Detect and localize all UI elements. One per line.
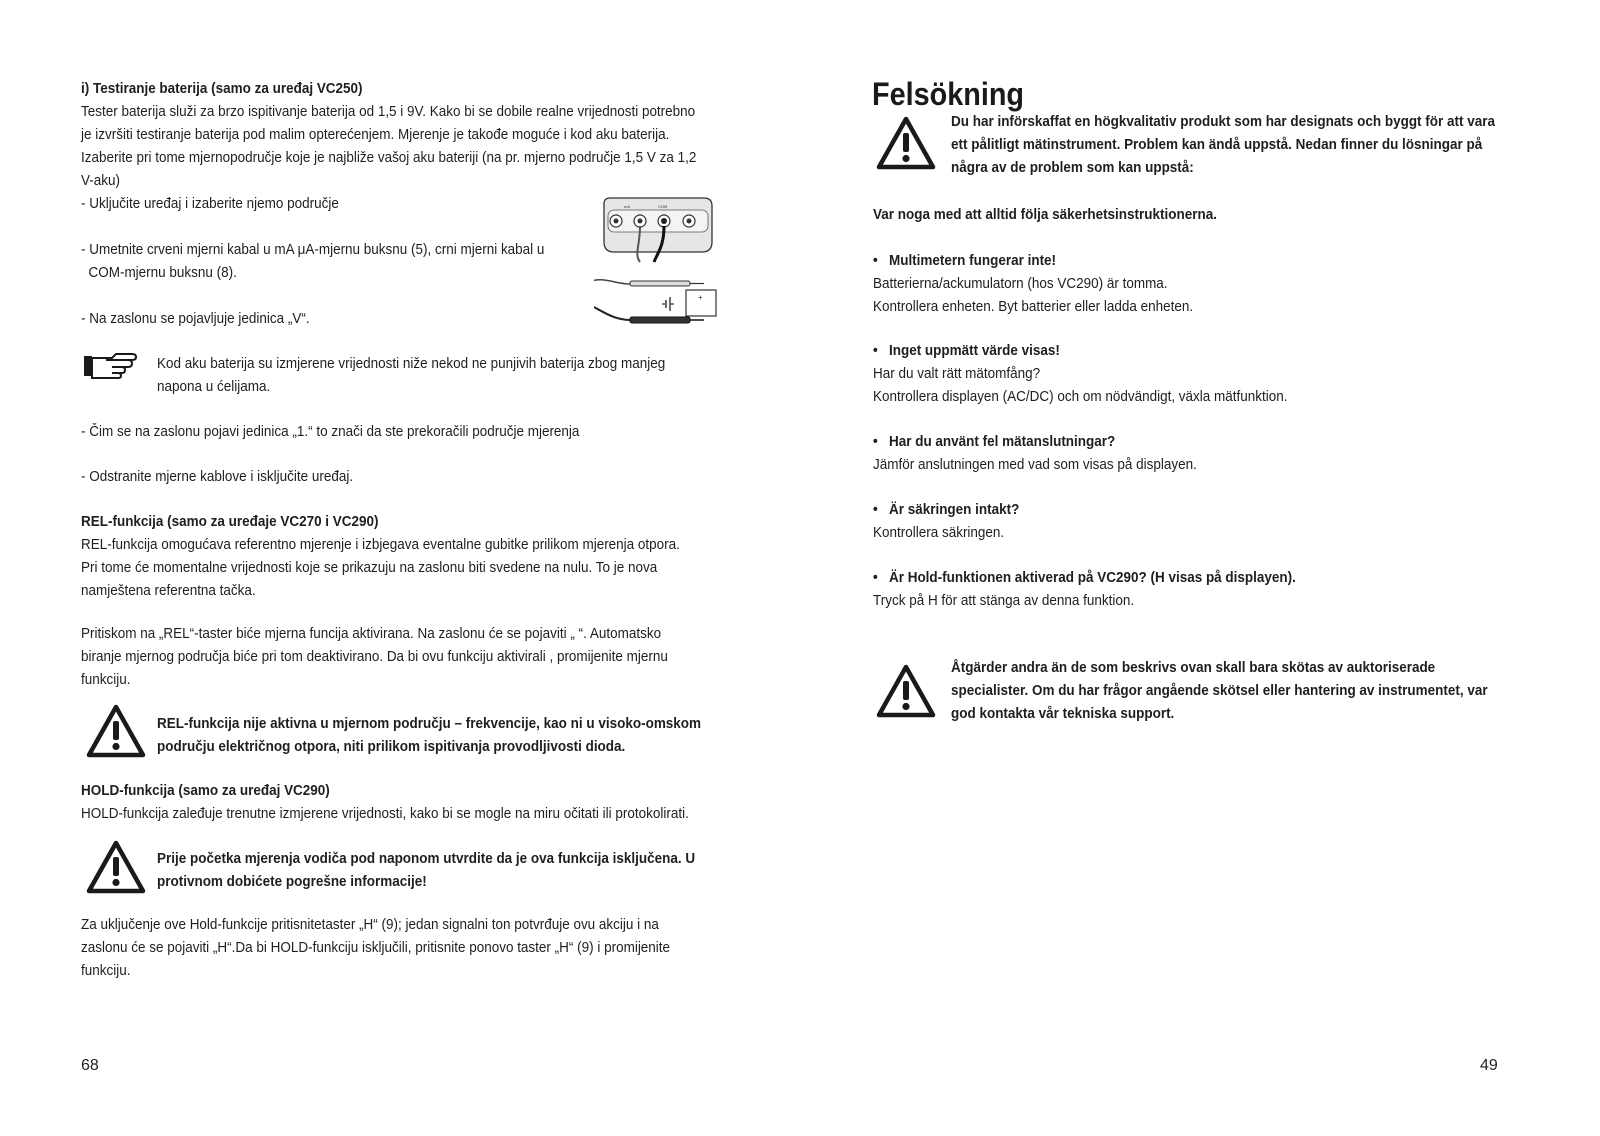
item-heading: • Har du använt fel mätanslutningar? [873, 434, 1116, 450]
hold-section [81, 780, 689, 826]
paragraph-line: några av de problem som kan uppstå: [951, 160, 1194, 176]
bullet: • [873, 253, 878, 269]
paragraph-line: Tester baterija služi za brzo ispitivanje baterija od 1,5 i 9V. Kako bi se dobile realne vrijednosti potrebno [81, 104, 696, 120]
paragraph-line: Prije početka mjerenja vodiča pod naponom utvrdite da je ova funkcija isključena. U [157, 851, 696, 867]
paragraph-line: funkciju. [81, 672, 131, 688]
rel-section [81, 511, 680, 603]
section-heading: HOLD-funkcija (samo za uređaj VC290) [81, 783, 330, 799]
item-heading: • Är säkringen intakt? [873, 502, 1020, 518]
paragraph-line: biranje mjernog područja biće pri tom deaktivirano. Da bi ovu funkciju aktivirali , promijenite mjernu [81, 649, 668, 665]
troubleshoot-item [873, 499, 1019, 545]
paragraph-line: protivnom dobićete pogrešne informacije! [157, 874, 427, 890]
step-item-2 [81, 239, 544, 285]
item-heading: • Multimetern fungerar inte! [873, 253, 1057, 269]
bullet: • [873, 502, 878, 518]
paragraph-line: REL-funkcija nije aktivna u mjernom području – frekvencije, kao ni u visoko-omskom [157, 716, 702, 732]
paragraph-line: Pri tome će momentalne vrijednosti koje se prikazuju na zaslonu biti svedene na nulu. To je nova [81, 560, 658, 576]
paragraph-line: Kod aku baterija su izmjerene vrijednosti niže nekod ne punjivih baterija zbog manjeg [157, 356, 666, 372]
intro-text [951, 111, 1495, 180]
step-item: - Uključite uređaj i izaberite njemo područje [81, 196, 339, 212]
page-number: 49 [1480, 1057, 1498, 1074]
troubleshoot-item [873, 340, 1288, 409]
svg-text:+: + [698, 293, 703, 302]
hold-paragraph [81, 914, 670, 983]
multimeter-probes-illustration [594, 196, 734, 336]
paragraph-line: ett pålitligt mätinstrument. Problem kan ändå uppstå. Nedan finner du lösningar på [951, 137, 1483, 153]
final-warning-text [951, 657, 1488, 726]
section-heading: REL-funkcija (samo za uređaje VC270 i VC290) [81, 514, 379, 530]
step-item-4: - Čim se na zaslonu pojavi jedinica „1.“ to znači da ste prekoračili područje mjerenja [81, 424, 580, 440]
bullet: • [873, 570, 878, 586]
paragraph-line: Kontrollera displayen (AC/DC) och om nödvändigt, växla mätfunktion. [873, 389, 1288, 405]
paragraph-line: Tryck på H för att stänga av denna funktion. [873, 593, 1135, 609]
rel-paragraph-2 [81, 623, 668, 692]
paragraph-line: COM-mjernu buksnu (8). [81, 265, 237, 281]
bullet: • [873, 343, 878, 359]
svg-text:COM: COM [658, 204, 668, 209]
paragraph-line: Har du valt rätt mätomfång? [873, 366, 1041, 382]
troubleshoot-item [873, 250, 1193, 319]
page-title: Felsökning [872, 76, 1025, 112]
warning-triangle-icon [876, 116, 936, 170]
warning-triangle-icon [86, 704, 146, 758]
paragraph-line: Åtgärder andra än de som beskrivs ovan skall bara skötas av auktoriserade [951, 660, 1436, 676]
rel-warning-text [157, 713, 701, 759]
paragraph-line: REL-funkcija omogućava referentno mjerenje i izbjegava eventalne gubitke prilikom mjerenja otpora. [81, 537, 680, 553]
note-text [157, 353, 665, 399]
pointing-hand-icon [82, 350, 142, 382]
paragraph-line: Za uključenje ove Hold-funkcije pritisnitetaster „H“ (9); jedan signalni ton potvrđuje ovu akciju i na [81, 917, 659, 933]
safety-note: Var noga med att alltid följa säkerhetsinstruktionerna. [873, 207, 1217, 223]
paragraph-line: zaslonu će se pojaviti „H“.Da bi HOLD-funkciju isključili, pritisnite ponovo taster „H“ (9) i promijenite [81, 940, 671, 956]
bullet: • [873, 434, 878, 450]
paragraph-line: V-aku) [81, 173, 120, 189]
paragraph-line: namještena referentna tačka. [81, 583, 256, 599]
paragraph-line: funkciju. [81, 963, 131, 979]
warning-triangle-icon [876, 664, 936, 718]
paragraph-line: specialister. Om du har frågor angående skötsel eller hantering av instrumentet, var [951, 683, 1488, 699]
paragraph-line: Kontrollera säkringen. [873, 525, 1005, 541]
hold-warning-text [157, 848, 695, 894]
item-heading: • Är Hold-funktionen aktiverad på VC290? (H visas på displayen). [873, 570, 1296, 586]
paragraph-line: je izvršiti testiranje baterija pod malim opterećenjem. Mjerenje je takođe moguće i kod aku baterija. [81, 127, 670, 143]
step-item-5: - Odstranite mjerne kablove i isključite uređaj. [81, 469, 354, 485]
item-heading: • Inget uppmätt värde visas! [873, 343, 1060, 359]
paragraph-line: napona u ćelijama. [157, 379, 271, 395]
right-page [800, 0, 1600, 1136]
paragraph-line: Izaberite pri tome mjernopodručje koje je najbliže vašoj aku bateriji (na pr. mjerno područje 1,5 V za 1,2 [81, 150, 697, 166]
svg-text:mA: mA [624, 204, 630, 209]
section-heading: i) Testiranje baterija (samo za uređaj VC250) [81, 81, 363, 97]
paragraph-line: Jämför anslutningen med vad som visas på displayen. [873, 457, 1197, 473]
paragraph-line: Pritiskom na „REL“-taster biće mjerna funcija aktivirana. Na zaslonu će se pojaviti „ “. Automatsko [81, 626, 662, 642]
step-item-3: - Na zaslonu se pojavljuje jedinica „V“. [81, 311, 310, 327]
paragraph-line: Batterierna/ackumulatorn (hos VC290) är tomma. [873, 276, 1168, 292]
paragraph-line: HOLD-funkcija zaleđuje trenutne izmjerene vrijednosti, kako bi se mogle na miru očitati ili protokolirati. [81, 806, 689, 822]
warning-triangle-icon [86, 840, 146, 894]
page-number: 68 [81, 1057, 99, 1074]
paragraph-line: području električnog otpora, niti prilikom ispitivanja provodljivosti dioda. [157, 739, 626, 755]
paragraph-line: god kontakta vår tekniska support. [951, 706, 1175, 722]
troubleshoot-item [873, 431, 1197, 477]
paragraph-line: Kontrollera enheten. Byt batterier eller ladda enheten. [873, 299, 1194, 315]
paragraph-line: - Umetnite crveni mjerni kabal u mA μA-mjernu buksnu (5), crni mjerni kabal u [81, 242, 545, 258]
troubleshoot-item [873, 567, 1296, 613]
paragraph-line: Du har införskaffat en högkvalitativ produkt som har designats och byggt för att vara [951, 114, 1495, 130]
